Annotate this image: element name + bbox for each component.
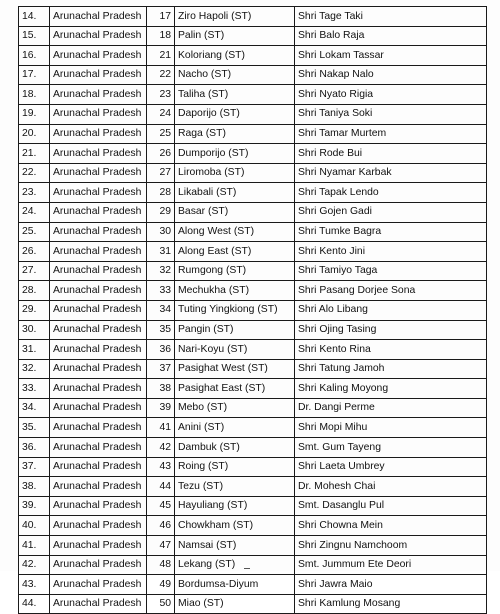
state-cell: Arunachal Pradesh <box>50 281 147 301</box>
serial-number-cell: 42. <box>19 555 50 575</box>
state-cell: Arunachal Pradesh <box>50 183 147 203</box>
table-row <box>19 26 487 46</box>
constituency-name-cell: Taliha (ST) <box>175 85 295 105</box>
constituency-number-cell: 37 <box>147 359 175 379</box>
constituency-number-cell: 48 <box>147 555 175 575</box>
constituency-name-cell: Dumporijo (ST) <box>175 144 295 164</box>
constituency-name-cell: Lekang (ST) <box>175 555 295 575</box>
constituency-number-cell: 41 <box>147 418 175 438</box>
constituency-number-cell: 23 <box>147 85 175 105</box>
table-row <box>19 575 487 595</box>
candidate-list-table <box>18 6 487 614</box>
candidate-name-cell: Shri Rode Bui <box>295 144 487 164</box>
constituency-name-cell: Palin (ST) <box>175 26 295 46</box>
constituency-name-cell: Raga (ST) <box>175 124 295 144</box>
constituency-number-cell: 49 <box>147 575 175 595</box>
table-row <box>19 202 487 222</box>
constituency-number-cell: 39 <box>147 398 175 418</box>
table-row <box>19 398 487 418</box>
constituency-number-cell: 38 <box>147 379 175 399</box>
serial-number-cell: 34. <box>19 398 50 418</box>
table-row <box>19 183 487 203</box>
state-cell: Arunachal Pradesh <box>50 418 147 438</box>
state-cell: Arunachal Pradesh <box>50 242 147 262</box>
serial-number-cell: 24. <box>19 202 50 222</box>
constituency-number-cell: 34 <box>147 300 175 320</box>
constituency-name-cell: Miao (ST) <box>175 594 295 614</box>
state-cell: Arunachal Pradesh <box>50 379 147 399</box>
state-cell: Arunachal Pradesh <box>50 85 147 105</box>
constituency-name-cell: Tezu (ST) <box>175 477 295 497</box>
table-row <box>19 46 487 66</box>
serial-number-cell: 44. <box>19 594 50 614</box>
table-row <box>19 457 487 477</box>
state-cell: Arunachal Pradesh <box>50 144 147 164</box>
constituency-name-cell: Liromoba (ST) <box>175 163 295 183</box>
state-cell: Arunachal Pradesh <box>50 46 147 66</box>
state-cell: Arunachal Pradesh <box>50 477 147 497</box>
state-cell: Arunachal Pradesh <box>50 163 147 183</box>
candidate-name-cell: Shri Kamlung Mosang <box>295 594 487 614</box>
candidate-name-cell: Shri Tamar Murtem <box>295 124 487 144</box>
constituency-name-cell: Pasighat East (ST) <box>175 379 295 399</box>
constituency-name-cell: Likabali (ST) <box>175 183 295 203</box>
table-row <box>19 222 487 242</box>
constituency-name-cell: Basar (ST) <box>175 202 295 222</box>
constituency-name-cell: Rumgong (ST) <box>175 261 295 281</box>
constituency-number-cell: 32 <box>147 261 175 281</box>
table-row <box>19 555 487 575</box>
candidate-name-cell: Shri Lokam Tassar <box>295 46 487 66</box>
constituency-number-cell: 18 <box>147 26 175 46</box>
serial-number-cell: 26. <box>19 242 50 262</box>
candidate-name-cell: Shri Nyato Rigia <box>295 85 487 105</box>
serial-number-cell: 27. <box>19 261 50 281</box>
candidate-name-cell: Shri Tamiyo Taga <box>295 261 487 281</box>
serial-number-cell: 23. <box>19 183 50 203</box>
serial-number-cell: 29. <box>19 300 50 320</box>
table-row <box>19 340 487 360</box>
constituency-name-cell: Roing (ST) <box>175 457 295 477</box>
candidate-name-cell: Shri Jawra Maio <box>295 575 487 595</box>
constituency-number-cell: 46 <box>147 516 175 536</box>
serial-number-cell: 39. <box>19 496 50 516</box>
constituency-number-cell: 42 <box>147 438 175 458</box>
table-row <box>19 144 487 164</box>
state-cell: Arunachal Pradesh <box>50 124 147 144</box>
candidate-name-cell: Shri Kento Jini <box>295 242 487 262</box>
constituency-number-cell: 45 <box>147 496 175 516</box>
constituency-number-cell: 26 <box>147 144 175 164</box>
constituency-name-cell: Pasighat West (ST) <box>175 359 295 379</box>
constituency-number-cell: 25 <box>147 124 175 144</box>
serial-number-cell: 36. <box>19 438 50 458</box>
table-row <box>19 242 487 262</box>
table-row <box>19 65 487 85</box>
candidate-name-cell: Shri Gojen Gadi <box>295 202 487 222</box>
state-cell: Arunachal Pradesh <box>50 261 147 281</box>
page-footer-mark <box>244 565 250 569</box>
candidate-name-cell: Shri Balo Raja <box>295 26 487 46</box>
constituency-number-cell: 17 <box>147 7 175 27</box>
candidate-name-cell: Shri Laeta Umbrey <box>295 457 487 477</box>
state-cell: Arunachal Pradesh <box>50 575 147 595</box>
serial-number-cell: 21. <box>19 144 50 164</box>
constituency-name-cell: Pangin (ST) <box>175 320 295 340</box>
serial-number-cell: 16. <box>19 46 50 66</box>
serial-number-cell: 17. <box>19 65 50 85</box>
state-cell: Arunachal Pradesh <box>50 594 147 614</box>
constituency-name-cell: Tuting Yingkiong (ST) <box>175 300 295 320</box>
state-cell: Arunachal Pradesh <box>50 457 147 477</box>
constituency-number-cell: 31 <box>147 242 175 262</box>
candidate-name-cell: Shri Tage Taki <box>295 7 487 27</box>
table-row <box>19 163 487 183</box>
state-cell: Arunachal Pradesh <box>50 320 147 340</box>
state-cell: Arunachal Pradesh <box>50 398 147 418</box>
constituency-name-cell: Along West (ST) <box>175 222 295 242</box>
table-row <box>19 438 487 458</box>
table-row <box>19 496 487 516</box>
constituency-name-cell: Nacho (ST) <box>175 65 295 85</box>
candidate-name-cell: Shri Pasang Dorjee Sona <box>295 281 487 301</box>
constituency-name-cell: Dambuk (ST) <box>175 438 295 458</box>
constituency-number-cell: 21 <box>147 46 175 66</box>
candidate-name-cell: Shri Nakap Nalo <box>295 65 487 85</box>
serial-number-cell: 25. <box>19 222 50 242</box>
constituency-number-cell: 24 <box>147 104 175 124</box>
state-cell: Arunachal Pradesh <box>50 104 147 124</box>
candidate-name-cell: Smt. Dasanglu Pul <box>295 496 487 516</box>
candidate-name-cell: Shri Taniya Soki <box>295 104 487 124</box>
serial-number-cell: 40. <box>19 516 50 536</box>
table-row <box>19 281 487 301</box>
candidate-name-cell: Shri Chowna Mein <box>295 516 487 536</box>
table-row <box>19 85 487 105</box>
constituency-name-cell: Bordumsa-Diyum <box>175 575 295 595</box>
serial-number-cell: 32. <box>19 359 50 379</box>
candidate-name-cell: Dr. Mohesh Chai <box>295 477 487 497</box>
table-row <box>19 536 487 556</box>
serial-number-cell: 43. <box>19 575 50 595</box>
constituency-name-cell: Hayuliang (ST) <box>175 496 295 516</box>
constituency-name-cell: Chowkham (ST) <box>175 516 295 536</box>
table-row <box>19 516 487 536</box>
candidate-name-cell: Shri Tumke Bagra <box>295 222 487 242</box>
state-cell: Arunachal Pradesh <box>50 536 147 556</box>
candidate-name-cell: Smt. Gum Tayeng <box>295 438 487 458</box>
state-cell: Arunachal Pradesh <box>50 7 147 27</box>
constituency-name-cell: Ziro Hapoli (ST) <box>175 7 295 27</box>
candidate-name-cell: Smt. Jummum Ete Deori <box>295 555 487 575</box>
serial-number-cell: 18. <box>19 85 50 105</box>
state-cell: Arunachal Pradesh <box>50 359 147 379</box>
table-row <box>19 320 487 340</box>
candidate-name-cell: Shri Zingnu Namchoom <box>295 536 487 556</box>
candidate-name-cell: Shri Tatung Jamoh <box>295 359 487 379</box>
table-row <box>19 418 487 438</box>
candidate-name-cell: Shri Ojing Tasing <box>295 320 487 340</box>
constituency-name-cell: Along East (ST) <box>175 242 295 262</box>
constituency-number-cell: 22 <box>147 65 175 85</box>
state-cell: Arunachal Pradesh <box>50 222 147 242</box>
candidate-name-cell: Shri Tapak Lendo <box>295 183 487 203</box>
serial-number-cell: 22. <box>19 163 50 183</box>
constituency-number-cell: 47 <box>147 536 175 556</box>
candidate-name-cell: Shri Alo Libang <box>295 300 487 320</box>
table-row <box>19 104 487 124</box>
candidate-name-cell: Shri Kaling Moyong <box>295 379 487 399</box>
serial-number-cell: 31. <box>19 340 50 360</box>
state-cell: Arunachal Pradesh <box>50 496 147 516</box>
state-cell: Arunachal Pradesh <box>50 555 147 575</box>
table-body <box>19 7 487 614</box>
table-row <box>19 477 487 497</box>
state-cell: Arunachal Pradesh <box>50 202 147 222</box>
serial-number-cell: 37. <box>19 457 50 477</box>
constituency-name-cell: Koloriang (ST) <box>175 46 295 66</box>
table-row <box>19 379 487 399</box>
constituency-number-cell: 27 <box>147 163 175 183</box>
constituency-number-cell: 36 <box>147 340 175 360</box>
constituency-number-cell: 29 <box>147 202 175 222</box>
constituency-name-cell: Mechukha (ST) <box>175 281 295 301</box>
serial-number-cell: 41. <box>19 536 50 556</box>
serial-number-cell: 14. <box>19 7 50 27</box>
state-cell: Arunachal Pradesh <box>50 65 147 85</box>
state-cell: Arunachal Pradesh <box>50 26 147 46</box>
serial-number-cell: 19. <box>19 104 50 124</box>
serial-number-cell: 20. <box>19 124 50 144</box>
constituency-name-cell: Mebo (ST) <box>175 398 295 418</box>
candidate-name-cell: Shri Mopi Mihu <box>295 418 487 438</box>
state-cell: Arunachal Pradesh <box>50 516 147 536</box>
serial-number-cell: 28. <box>19 281 50 301</box>
constituency-name-cell: Nari-Koyu (ST) <box>175 340 295 360</box>
table-row <box>19 359 487 379</box>
table-row <box>19 261 487 281</box>
constituency-number-cell: 30 <box>147 222 175 242</box>
candidate-name-cell: Dr. Dangi Perme <box>295 398 487 418</box>
table-row <box>19 594 487 614</box>
constituency-number-cell: 35 <box>147 320 175 340</box>
candidate-name-cell: Shri Kento Rina <box>295 340 487 360</box>
table-row <box>19 124 487 144</box>
constituency-number-cell: 28 <box>147 183 175 203</box>
serial-number-cell: 30. <box>19 320 50 340</box>
state-cell: Arunachal Pradesh <box>50 438 147 458</box>
serial-number-cell: 38. <box>19 477 50 497</box>
table-row <box>19 300 487 320</box>
constituency-number-cell: 33 <box>147 281 175 301</box>
constituency-name-cell: Anini (ST) <box>175 418 295 438</box>
serial-number-cell: 15. <box>19 26 50 46</box>
constituency-number-cell: 50 <box>147 594 175 614</box>
serial-number-cell: 35. <box>19 418 50 438</box>
serial-number-cell: 33. <box>19 379 50 399</box>
constituency-number-cell: 44 <box>147 477 175 497</box>
state-cell: Arunachal Pradesh <box>50 340 147 360</box>
table-row <box>19 7 487 27</box>
constituency-number-cell: 43 <box>147 457 175 477</box>
candidate-name-cell: Shri Nyamar Karbak <box>295 163 487 183</box>
state-cell: Arunachal Pradesh <box>50 300 147 320</box>
constituency-name-cell: Daporijo (ST) <box>175 104 295 124</box>
constituency-name-cell: Namsai (ST) <box>175 536 295 556</box>
